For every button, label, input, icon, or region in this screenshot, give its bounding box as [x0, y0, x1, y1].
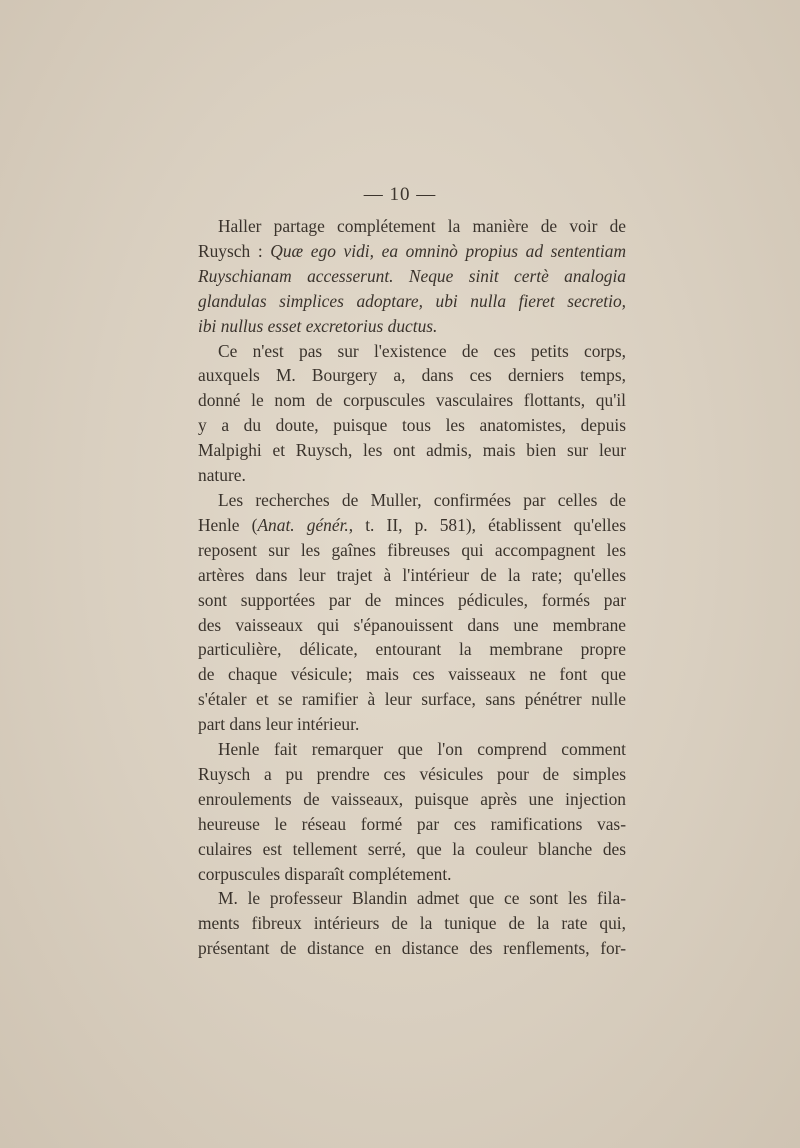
text-run: Haller partage complétement la manière de voir de [218, 216, 626, 236]
text-line [198, 613, 626, 638]
text-run: reposent sur les gaînes fibreuses qui accompagnent les [198, 539, 626, 560]
text-line [198, 588, 626, 613]
text-run: présentant de distance en distance des renflements, for- [198, 938, 626, 959]
text-line [198, 812, 626, 837]
text-line [198, 687, 626, 712]
text-line [198, 837, 626, 862]
text-run: ments fibreux intérieurs de la tunique de la rate qui, [198, 913, 626, 934]
text-run: y a du doute, puisque tous les anatomistes, depuis [198, 415, 626, 436]
text-run: part dans leur intérieur. [198, 714, 360, 735]
text-run: heureuse le réseau formé par ces ramifications vas- [198, 813, 626, 834]
text-line [198, 438, 626, 463]
text-run: sont supportées par de minces pédicules, formés par [198, 589, 626, 610]
text-line [198, 289, 626, 314]
text-run: enroulements de vaisseaux, puisque après une injection [198, 788, 626, 809]
text-run: s'étaler et se ramifier à leur surface, sans pénétrer nulle [198, 689, 626, 710]
text-line [198, 488, 626, 513]
body-text [198, 214, 626, 961]
text-line [198, 339, 626, 364]
text-run: Ruysch a pu prendre ces vésicules pour de simples [198, 763, 626, 784]
text-line [198, 388, 626, 413]
italic-text: Anat. génér. [257, 514, 349, 535]
italic-text: glandulas simplices adoptare, ubi nulla fieret secretio, [198, 290, 626, 311]
text-line [198, 637, 626, 662]
paragraph [198, 339, 626, 488]
text-run: Henle ( [198, 514, 258, 535]
text-line [198, 463, 626, 488]
text-line [198, 712, 626, 737]
text-run: Malpighi et Ruysch, les ont admis, mais bien sur leur [198, 440, 626, 461]
italic-text: Quæ ego vidi, ea omninò propius ad sententiam [270, 240, 626, 261]
paragraph [198, 488, 626, 737]
text-line [198, 862, 626, 887]
text-line [198, 662, 626, 687]
text-run: de chaque vésicule; mais ces vaisseaux ne font que [198, 664, 626, 685]
text-line [198, 886, 626, 911]
text-line [198, 314, 626, 339]
text-run: M. le professeur Blandin admet que ce sont les fila- [218, 888, 626, 909]
text-run: Ruysch : [198, 240, 271, 261]
text-run: Les recherches de Muller, confirmées par celles de [218, 489, 626, 510]
text-run: nature. [198, 465, 246, 486]
text-line [198, 264, 626, 289]
text-run: Ce n'est pas sur l'existence de ces petits corps, [218, 340, 626, 361]
text-run: particulière, délicate, entourant la membrane propre [198, 639, 626, 660]
text-line [198, 239, 626, 264]
italic-text: ibi nullus esset excretorius ductus. [198, 315, 438, 336]
text-run: auxquels M. Bourgery a, dans ces derniers temps, [198, 365, 626, 386]
paragraph [198, 214, 626, 339]
text-line [198, 911, 626, 936]
text-run: , t. II, p. 581), établissent qu'elles [348, 514, 626, 535]
text-line [198, 413, 626, 438]
text-line [198, 787, 626, 812]
text-line [198, 762, 626, 787]
text-run: culaires est tellement serré, que la couleur blanche des [198, 838, 626, 859]
text-run: donné le nom de corpuscules vasculaires flottants, qu'il [198, 390, 626, 411]
text-run: corpuscules disparaît complétement. [198, 863, 452, 884]
text-line [198, 737, 626, 762]
text-line [198, 214, 626, 239]
paragraph [198, 886, 626, 961]
text-line [198, 538, 626, 563]
text-line [198, 936, 626, 961]
page-number: — 10 — [363, 184, 437, 205]
paragraph [198, 737, 626, 886]
text-run: artères dans leur trajet à l'intérieur de la rate; qu'elles [198, 564, 626, 585]
italic-text: Ruyschianam accesserunt. Neque sinit certè analogia [198, 265, 626, 286]
text-run: Henle fait remarquer que l'on comprend comment [218, 739, 626, 760]
text-line [198, 363, 626, 388]
text-line [198, 563, 626, 588]
text-line [198, 513, 626, 538]
text-run: des vaisseaux qui s'épanouissent dans une membrane [198, 614, 626, 635]
